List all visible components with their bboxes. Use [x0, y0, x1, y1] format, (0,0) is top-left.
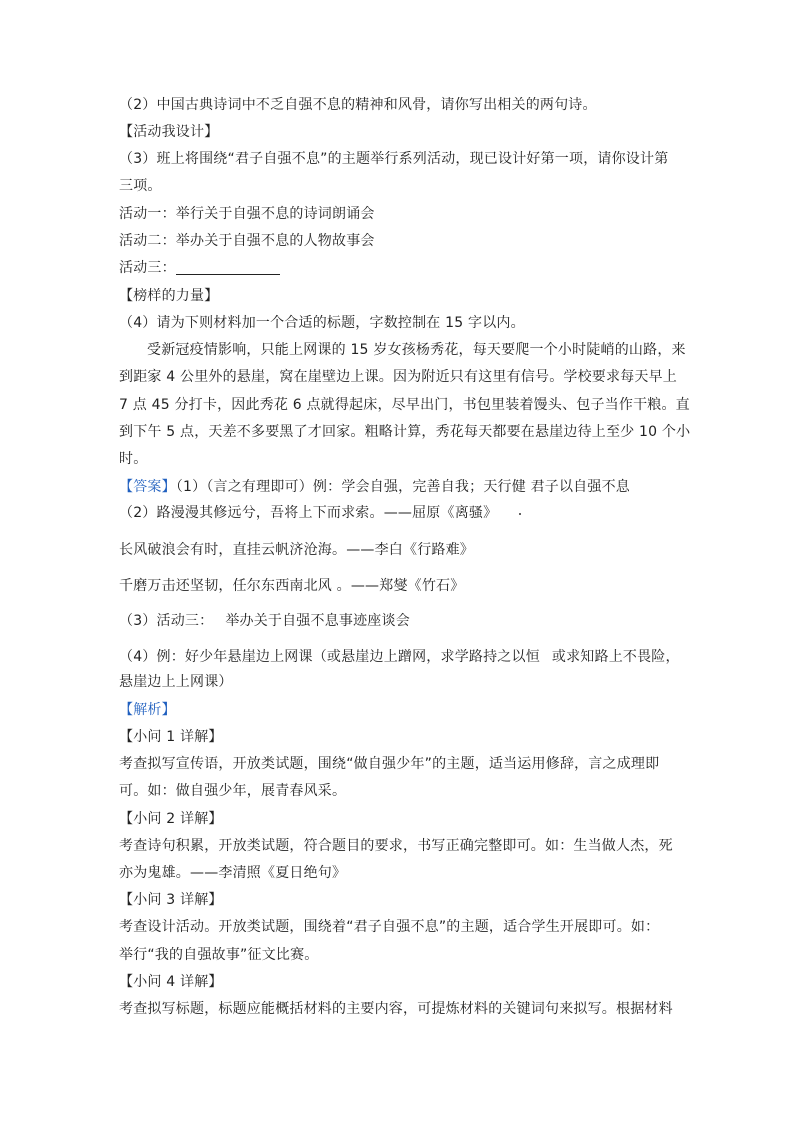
sub2-text-line: 亦为鬼雄。——李清照《夏日绝句》 [119, 865, 347, 881]
answer-2-line: 长风破浪会有时，直挂云帆济沧海。——李白《行路难》 [119, 542, 474, 558]
answer-4-part2: 或求知路上不畏险， [551, 649, 680, 665]
sub4-title: 【小问 4 详解】 [119, 974, 223, 990]
material-line: 7 点 45 分打卡，因此秀花 6 点就得起床，尽早出门，书包里装着馒头、包子当作干粮。直 [119, 397, 690, 413]
activity-three-blank [176, 260, 280, 275]
q4-prompt: （4）请为下则材料加一个合适的标题，字数控制在 15 字以内。 [119, 315, 525, 331]
answer-line-1 [119, 478, 630, 496]
material-line: 到距家 4 公里外的悬崖，窝在崖壁边上课。因为附近只有这里有信号。学校要求每天早上 [119, 369, 678, 385]
sub3-title: 【小问 3 详解】 [119, 892, 223, 908]
answer-4-part1: （4）例：好少年悬崖边上网课（或悬崖边上蹭网，求学路持之以恒 [119, 649, 540, 665]
material-line: 到下午 5 点，天差不多要黑了才回家。粗略计算，秀花每天都要在悬崖边待上至少 10 个小 [119, 424, 691, 440]
sub2-text-line: 考查诗句积累，开放类试题，符合题目的要求，书写正确完整即可。如：生当做人杰，死 [119, 838, 673, 854]
analysis-label: 【解析】 [119, 702, 176, 718]
sub3-text-line: 举行“我的自强故事”征文比赛。 [119, 947, 319, 963]
q3-prompt-line1: （3）班上将围绕“君子自强不息”的主题举行系列活动，现已设计好第一项，请你设计第 [119, 151, 669, 167]
activity-three-label: 活动三： [119, 260, 176, 276]
activity-three [119, 259, 280, 277]
material-line: 受新冠疫情影响，只能上网课的 15 岁女孩杨秀花，每天要爬一个小时陡峭的山路，来 [147, 342, 686, 358]
q2-prompt: （2）中国古典诗词中不乏自强不息的精神和风骨，请你写出相关的两句诗。 [119, 97, 597, 113]
sub1-text-line: 考查拟写宣传语，开放类试题，围绕“做自强少年”的主题，适当运用修辞，言之成理即 [119, 756, 660, 772]
activity-one: 活动一：举行关于自强不息的诗词朗诵会 [119, 206, 375, 222]
answer-label: 【答案】 [119, 479, 176, 495]
answer-1: （1）（言之有理即可）例：学会自强，完善自我；天行健 君子以自强不息 [175, 479, 630, 495]
answer-4-line2: 悬崖边上上网课） [119, 674, 233, 690]
sub3-text-line: 考查设计活动。开放类试题，围绕着“君子自强不息”的主题，适合学生开展即可。如： [119, 919, 660, 935]
material-line: 时。 [119, 451, 148, 467]
answer-4 [119, 648, 680, 666]
answer-2-line: （2）路漫漫其修远兮，吾将上下而求索。——屈原《离骚》 [119, 505, 498, 521]
answer-3 [119, 612, 410, 630]
q3-prompt-line2: 三项。 [119, 178, 162, 194]
answer-2-line: 千磨万击还坚韧，任尔东西南北风 。——郑燮《竹石》 [119, 578, 465, 594]
answer-3-text: 举办关于自强不息事迹座谈会 [225, 613, 410, 629]
section-activity-design: 【活动我设计】 [119, 124, 219, 140]
sub4-text: 考查拟写标题，标题应能概括材料的主要内容，可提炼材料的关键词句来拟写。根据材料 [119, 1001, 673, 1017]
section-role-model: 【榜样的力量】 [119, 288, 219, 304]
sub1-title: 【小问 1 详解】 [119, 729, 223, 745]
stray-dot [519, 513, 521, 515]
answer-3-label: （3）活动三： [119, 613, 214, 629]
activity-two: 活动二：举办关于自强不息的人物故事会 [119, 233, 375, 249]
sub2-title: 【小问 2 详解】 [119, 811, 223, 827]
sub1-text-line: 可。如：做自强少年，展青春风采。 [119, 783, 347, 799]
